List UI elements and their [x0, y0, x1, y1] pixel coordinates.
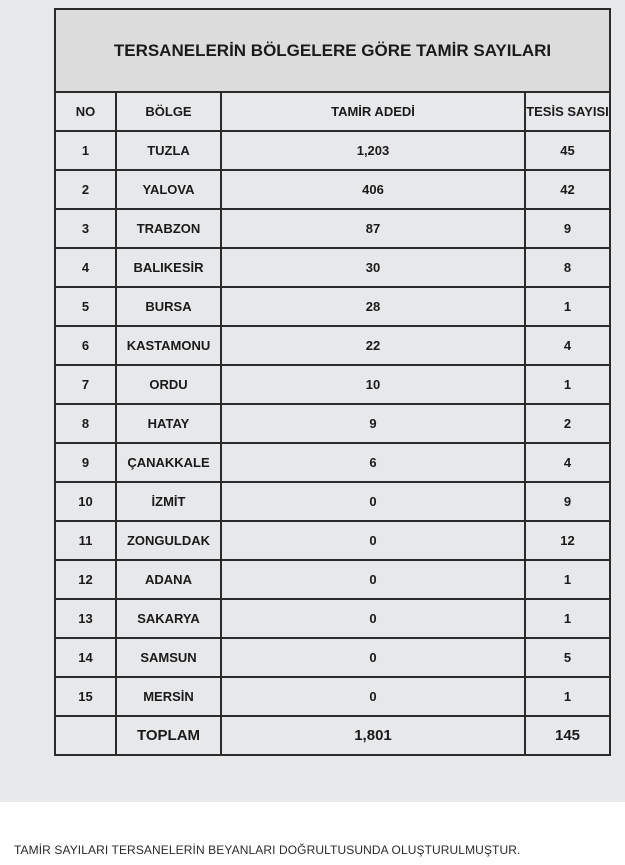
- total-empty-cell: [55, 716, 116, 755]
- total-label: TOPLAM: [116, 716, 221, 755]
- row-region: ORDU: [116, 365, 221, 404]
- row-facilities: 1: [525, 599, 610, 638]
- row-region: BURSA: [116, 287, 221, 326]
- row-region: BALIKESİR: [116, 248, 221, 287]
- table-row: [55, 326, 610, 365]
- row-repairs: 0: [221, 599, 525, 638]
- row-no: 10: [55, 482, 116, 521]
- row-repairs: 10: [221, 365, 525, 404]
- header-facilities: TESİS SAYISI: [525, 92, 610, 131]
- row-no: 14: [55, 638, 116, 677]
- row-facilities: 9: [525, 482, 610, 521]
- row-no: 9: [55, 443, 116, 482]
- row-repairs: 0: [221, 482, 525, 521]
- title-row: [55, 9, 610, 92]
- header-region: BÖLGE: [116, 92, 221, 131]
- table-row: [55, 482, 610, 521]
- row-no: 12: [55, 560, 116, 599]
- table-row: [55, 209, 610, 248]
- row-region: KASTAMONU: [116, 326, 221, 365]
- total-row: [55, 716, 610, 755]
- row-no: 2: [55, 170, 116, 209]
- row-facilities: 1: [525, 365, 610, 404]
- header-row: [55, 92, 610, 131]
- row-repairs: 0: [221, 560, 525, 599]
- row-repairs: 0: [221, 677, 525, 716]
- row-facilities: 42: [525, 170, 610, 209]
- table-row: [55, 131, 610, 170]
- row-facilities: 12: [525, 521, 610, 560]
- row-no: 15: [55, 677, 116, 716]
- table-row: [55, 599, 610, 638]
- row-facilities: 45: [525, 131, 610, 170]
- row-repairs: 1,203: [221, 131, 525, 170]
- table-row: [55, 404, 610, 443]
- row-facilities: 9: [525, 209, 610, 248]
- row-facilities: 8: [525, 248, 610, 287]
- row-facilities: 5: [525, 638, 610, 677]
- table-row: [55, 560, 610, 599]
- row-region: TRABZON: [116, 209, 221, 248]
- row-repairs: 6: [221, 443, 525, 482]
- row-no: 4: [55, 248, 116, 287]
- row-no: 11: [55, 521, 116, 560]
- row-region: ZONGULDAK: [116, 521, 221, 560]
- footnote: TAMİR SAYILARI TERSANELERİN BEYANLARI DOĞRULTUSUNDA OLUŞTURULMUŞTUR.: [14, 843, 521, 857]
- header-repairs: TAMİR ADEDİ: [221, 92, 525, 131]
- table-row: [55, 170, 610, 209]
- row-region: ADANA: [116, 560, 221, 599]
- row-no: 13: [55, 599, 116, 638]
- row-facilities: 4: [525, 443, 610, 482]
- row-region: SAMSUN: [116, 638, 221, 677]
- row-repairs: 22: [221, 326, 525, 365]
- table-row: [55, 365, 610, 404]
- row-no: 6: [55, 326, 116, 365]
- row-repairs: 406: [221, 170, 525, 209]
- table-title: TERSANELERİN BÖLGELERE GÖRE TAMİR SAYILARI: [55, 9, 610, 92]
- row-repairs: 0: [221, 521, 525, 560]
- row-no: 7: [55, 365, 116, 404]
- row-facilities: 2: [525, 404, 610, 443]
- row-no: 1: [55, 131, 116, 170]
- row-no: 3: [55, 209, 116, 248]
- row-region: HATAY: [116, 404, 221, 443]
- row-no: 8: [55, 404, 116, 443]
- row-region: ÇANAKKALE: [116, 443, 221, 482]
- row-region: YALOVA: [116, 170, 221, 209]
- row-facilities: 1: [525, 560, 610, 599]
- table-row: [55, 638, 610, 677]
- table-row: [55, 248, 610, 287]
- row-facilities: 1: [525, 677, 610, 716]
- header-no: NO: [55, 92, 116, 131]
- row-region: İZMİT: [116, 482, 221, 521]
- repair-count-table: [54, 8, 611, 756]
- total-repairs: 1,801: [221, 716, 525, 755]
- row-facilities: 1: [525, 287, 610, 326]
- row-repairs: 30: [221, 248, 525, 287]
- row-repairs: 28: [221, 287, 525, 326]
- row-region: SAKARYA: [116, 599, 221, 638]
- row-region: MERSİN: [116, 677, 221, 716]
- table-row: [55, 677, 610, 716]
- table-row: [55, 443, 610, 482]
- row-repairs: 87: [221, 209, 525, 248]
- total-facilities: 145: [525, 716, 610, 755]
- row-facilities: 4: [525, 326, 610, 365]
- table-row: [55, 521, 610, 560]
- row-repairs: 9: [221, 404, 525, 443]
- row-repairs: 0: [221, 638, 525, 677]
- table-row: [55, 287, 610, 326]
- row-no: 5: [55, 287, 116, 326]
- row-region: TUZLA: [116, 131, 221, 170]
